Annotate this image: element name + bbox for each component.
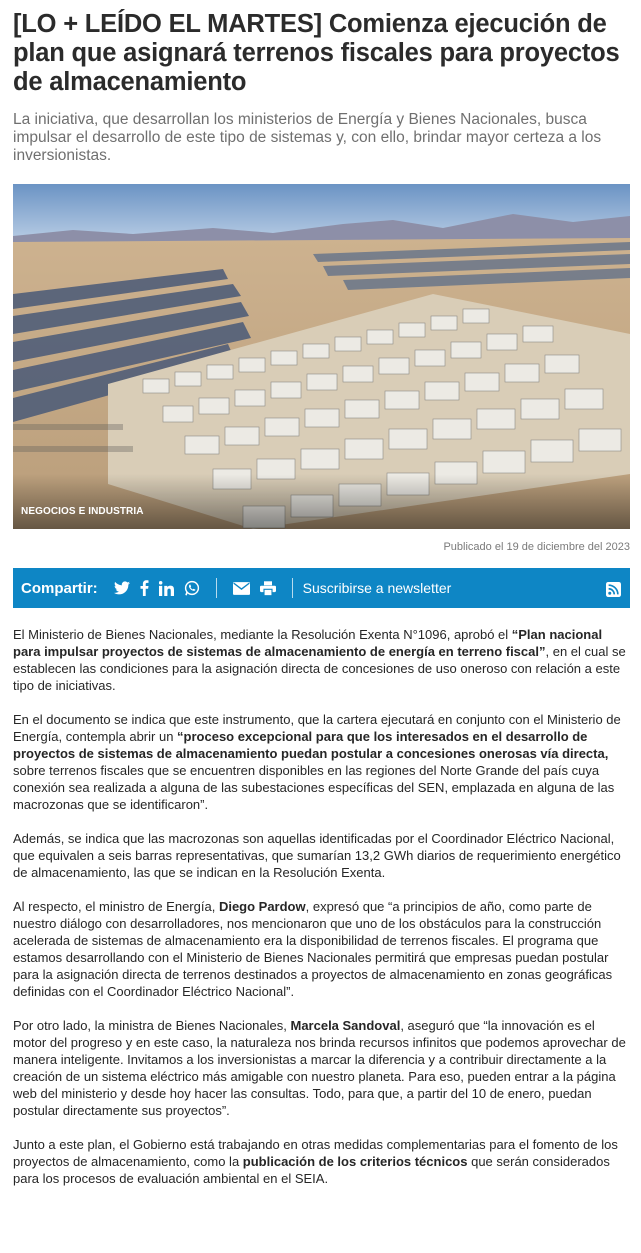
whatsapp-icon[interactable] [184,579,200,597]
twitter-icon[interactable] [114,579,130,597]
paragraph-2-bold: “proceso excepcional para que los interesados en el desarrollo de proyectos de sistemas de almacenamiento puedan postular a concesiones onerosas vía directa, [13,729,609,761]
paragraph-6-text-a: Junto a este plan, el Gobierno está trabajando en otras medidas complementarias para el fomento de los proyectos de almacenamiento, como la [13,1137,618,1169]
linkedin-icon[interactable] [159,579,174,597]
paragraph-1-text-a: El Ministerio de Bienes Nacionales, mediante la Resolución Exenta N°1096, aprobó el [13,627,512,642]
paragraph-5-text-c: , aseguró que “la innovación es el motor del progreso y en este caso, la naturaleza nos brinda recursos infinitos que podemos aprovechar de manera inteligente. Invitamos a los inversionistas a marcar la diferencia y a contribuir directamente a la creación de un sistema eléctrico más amigable con nuestro planeta. Para eso, pueden entrar a la página web del ministerio y desde hoy hacer las consultas. Todo, para que, a partir del 10 de enero, puedan postular directamente sus proyectos”. [13,1018,626,1118]
paragraph-2-text-a: En el documento se indica que este instrumento, que la cartera ejecutará en conjunto con el Ministerio de Energía, contempla abrir un [13,712,621,744]
paragraph-2 [13,711,631,813]
article-body [13,626,631,1204]
email-icon[interactable] [233,579,250,597]
paragraph-5-text-a: Por otro lado, la ministra de Bienes Nacionales, [13,1018,291,1033]
paragraph-3: Además, se indica que las macrozonas son aquellas identificadas por el Coordinador Eléctrico Nacional, que equivalen a seis barras representativas, que sumarían 13,2 GWh diarios de requerimiento energético de almacenamiento, las que se indican en la Resolución Exenta. [13,831,621,880]
paragraph-4 [13,898,631,1000]
newsletter-link[interactable]: Suscribirse a newsletter [302,580,452,596]
article-subtitle: La iniciativa, que desarrollan los ministerios de Energía y Bienes Nacionales, busca impulsar el desarrollo de este tipo de sistemas y, con ello, brindar mayor certeza a los inversionistas. [13,111,602,164]
category-tag[interactable]: NEGOCIOS E INDUSTRIA [21,506,144,517]
publish-date: Publicado el 19 de diciembre del 2023 [443,541,630,553]
article-title: [LO + LEÍDO EL MARTES] Comienza ejecución de plan que asignará terrenos fiscales para proyectos de almacenamiento [13,10,620,96]
paragraph-4-text-a: Al respecto, el ministro de Energía, [13,899,219,914]
paragraph-6-text-c: que serán considerados para los procesos de evaluación ambiental en el SEIA. [13,1154,610,1186]
share-icons [114,578,299,598]
paragraph-5 [13,1017,631,1119]
hero-image [13,184,630,529]
paragraph-6-bold: publicación de los criterios técnicos [242,1154,468,1169]
paragraph-2-text-c: sobre terrenos fiscales que se encuentren disponibles en las regiones del Norte Grande del país cuya conexión sea realizada a alguna de las subestaciones específicas del SEN, emplazada en alguna de las macrozonas que se identificaron”. [13,763,615,812]
paragraph-5-bold: Marcela Sandoval [290,1018,401,1033]
paragraph-4-text-c: , expresó que “a principios de año, como parte de nuestro diálogo con desarrolladores, nos mencionaron que uno de los obstáculos para la construcción acelerada de sistemas de almacenamiento era la disponibilidad de terrenos fiscales. El programa que estamos desarrollando con el Ministerio de Bienes Nacionales permitirá que empresas puedan postular para la asignación directa de terrenos destinados a proyectos de almacenamiento en zonas geográficas definidas con el Coordinador Eléctrico Nacional”. [13,899,613,999]
facebook-icon[interactable] [140,579,149,597]
paragraph-1-text-c: , en el cual se establecen las condiciones para la asignación directa de concesiones de uso oneroso con relación a este tipo de iniciativas. [13,644,626,693]
rss-icon[interactable] [606,580,621,598]
share-divider-2 [292,578,293,598]
paragraph-1 [13,626,631,694]
share-label: Compartir: [21,579,98,597]
share-bar [13,568,630,608]
paragraph-1-bold: “Plan nacional para impulsar proyectos de sistemas de almacenamiento de energía en terreno fiscal” [13,627,603,659]
share-divider [216,578,217,598]
paragraph-4-bold: Diego Pardow [218,899,306,914]
battery-storage-photo [13,184,630,529]
paragraph-6 [13,1136,631,1187]
print-icon[interactable] [260,579,276,597]
